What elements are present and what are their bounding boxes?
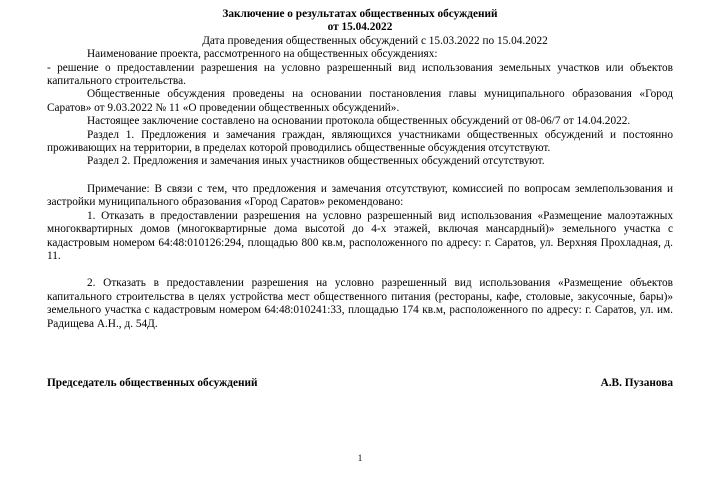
recommendation-item-1: 1. Отказать в предоставлении разрешения на условно разрешенный вид использования «Размещение малоэтажных многоквартирных домов (многоквартирные дома высотой до 4-х этажей, включая мансардный)» земельного участка с кадастровым номером 64:48:010126:294, площадью 800 кв.м, расположенного по адресу: г. Саратов, ул. Верхняя Прохладная, д. 11. [47,209,673,262]
document-body [47,8,673,331]
protocol-paragraph: Настоящее заключение составлено на основании протокола общественных обсуждений от 08-06/7 от 14.04.2022. [87,115,631,128]
signature-block [47,377,673,389]
signature-name: А.В. Пузанова [600,377,673,389]
signature-role: Председатель общественных обсуждений [47,377,258,389]
project-name-text: - решение о предоставлении разрешения на условно разрешенный вид использования земельных участков или объектов капитального строительства. [47,61,673,88]
document-date: от 15.04.2022 [327,21,393,34]
project-name-label: Наименование проекта, рассмотренного на общественных обсуждениях: [87,48,438,61]
recommendation-item-2: 2. Отказать в предоставлении разрешения на условно разрешенный вид использования «Размещение объектов капитального строительства в целях устройства мест общественного питания (рестораны, кафе, столовые, закусочные, бары)» земельного участка с кадастровым номером 64:48:010241:33, площадью 174 кв.м, расположенного по адресу: г. Саратов, ул. им. Радищева А.Н., д. 54Д. [47,277,673,330]
basis-paragraph: Общественные обсуждения проведены на основании постановления главы муниципального образования «Город Саратов» от 9.03.2022 № 11 «О проведении общественных обсуждений». [47,88,673,114]
section-1-paragraph: Раздел 1. Предложения и замечания граждан, являющихся участниками общественных обсуждений и постоянно проживающих на территории, в пределах которой проводились общественные обсуждения отсутствуют. [47,128,673,155]
section-2-paragraph: Раздел 2. Предложения и замечания иных участников общественных обсуждений отсутствуют. [87,155,545,168]
page-number: 1 [357,453,363,463]
discussion-dates: Дата проведения общественных обсуждений с 15.03.2022 по 15.04.2022 [202,34,548,47]
document-title: Заключение о результатах общественных обсуждений [222,8,498,20]
note-paragraph: Примечание: В связи с тем, что предложения и замечания отсутствуют, комиссией по вопросам землепользования и застройки муниципального образования «Город Саратов» рекомендовано: [47,182,673,209]
